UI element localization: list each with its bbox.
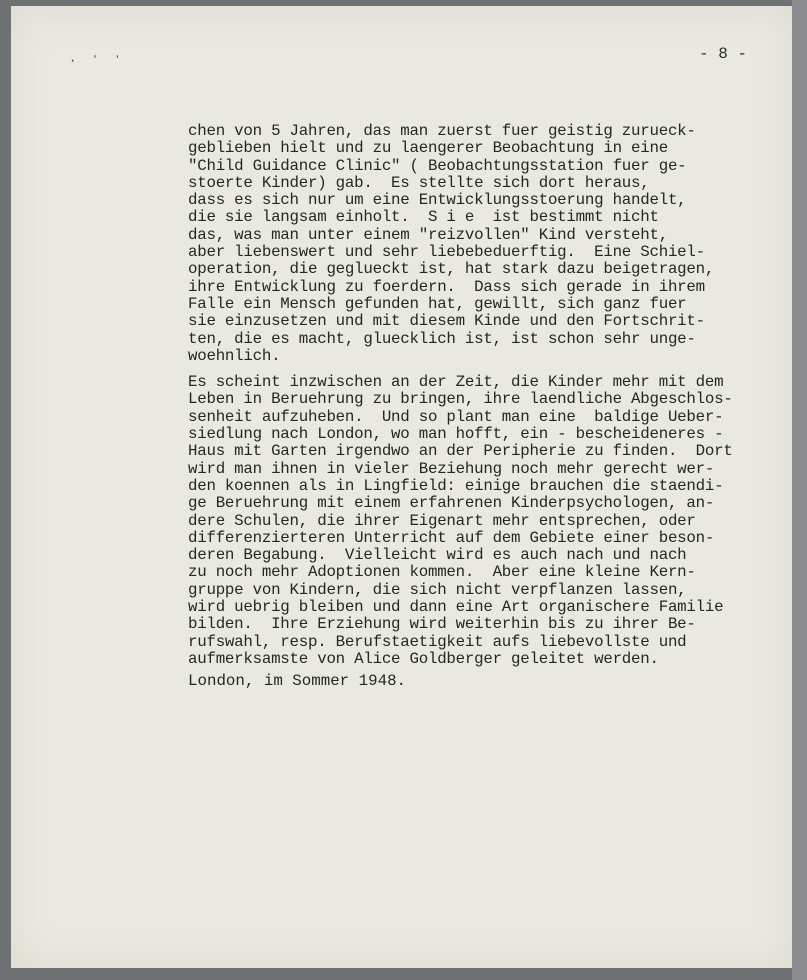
text-line: Es scheint inzwischen an der Zeit, die Kinder mehr mit dem (188, 373, 724, 392)
paragraph (188, 374, 768, 668)
text-line: wird man ihnen in vieler Beziehung noch mehr gerecht wer- (188, 459, 715, 478)
text-line: operation, die geglueckt ist, hat stark dazu beigetragen, (188, 260, 715, 279)
text-line: ihre Entwicklung zu foerdern. Dass sich gerade in ihrem (188, 277, 705, 296)
text-line: den koennen als in Lingfield: einige brauchen die staendi- (188, 476, 724, 495)
text-line: wird uebrig bleiben und dann eine Art organischere Familie (188, 598, 724, 617)
text-line: dass es sich nur um eine Entwicklungsstoerung handelt, (188, 191, 687, 210)
text-line: stoerte Kinder) gab. Es stellte sich dort heraus, (188, 173, 650, 192)
text-line: senheit aufzuheben. Und so plant man eine baldige Ueber- (188, 407, 724, 426)
text-line: deren Begabung. Vielleicht wird es auch nach und nach (188, 546, 687, 565)
text-line: ten, die es macht, gluecklich ist, ist schon sehr unge- (188, 329, 696, 348)
text-line: ge Beruehrung mit einem erfahrenen Kinderpsychologen, an- (188, 494, 715, 513)
text-line: sie einzusetzen und mit diesem Kinde und den Fortschrit- (188, 312, 705, 331)
text-line: dere Schulen, die ihrer Eigenart mehr entsprechen, oder (188, 511, 696, 530)
text-line: zu noch mehr Adoptionen kommen. Aber eine kleine Kern- (188, 563, 696, 582)
text-line: Haus mit Garten irgendwo an der Peripherie zu finden. Dort (188, 442, 733, 461)
text-line: "Child Guidance Clinic" ( Beobachtungsstation fuer ge- (188, 156, 687, 175)
text-line: siedlung nach London, wo man hofft, ein - bescheideneres - (188, 425, 724, 444)
text-line: die sie langsam einholt. S i e ist bestimmt nicht (188, 208, 659, 227)
text-line: geblieben hielt und zu laengerer Beobachtung in eine (188, 139, 668, 158)
text-line: aufmerksamste von Alice Goldberger geleitet werden. (188, 649, 659, 668)
text-line: das, was man unter einem "reizvollen" Kind versteht, (188, 225, 668, 244)
text-line: chen von 5 Jahren, das man zuerst fuer geistig zurueck- (188, 122, 696, 140)
ink-speck: · ʼ ʼ (69, 54, 126, 68)
text-line: gruppe von Kindern, die sich nicht verpflanzen lassen, (188, 580, 687, 599)
page-edge (792, 0, 807, 980)
text-line: differenzierteren Unterricht auf dem Gebiete einer beson- (188, 528, 715, 547)
text-line: Falle ein Mensch gefunden hat, gewillt, sich ganz fuer (188, 294, 687, 313)
text-line: aber liebenswert und sehr liebebeduerftig. Eine Schiel- (188, 243, 705, 262)
text-line: Leben in Beruehrung zu bringen, ihre laendliche Abgeschlos- (188, 390, 733, 409)
text-line: bilden. Ihre Erziehung wird weiterhin bis zu ihrer Be- (188, 615, 696, 634)
body-text (188, 123, 768, 677)
closing-line: London, im Sommer 1948. (188, 672, 407, 690)
page-number: - 8 - (699, 45, 748, 63)
text-line: rufswahl, resp. Berufstaetigkeit aufs liebevollste und (188, 632, 687, 651)
text-line: woehnlich. (188, 346, 281, 365)
paragraph (188, 123, 768, 365)
